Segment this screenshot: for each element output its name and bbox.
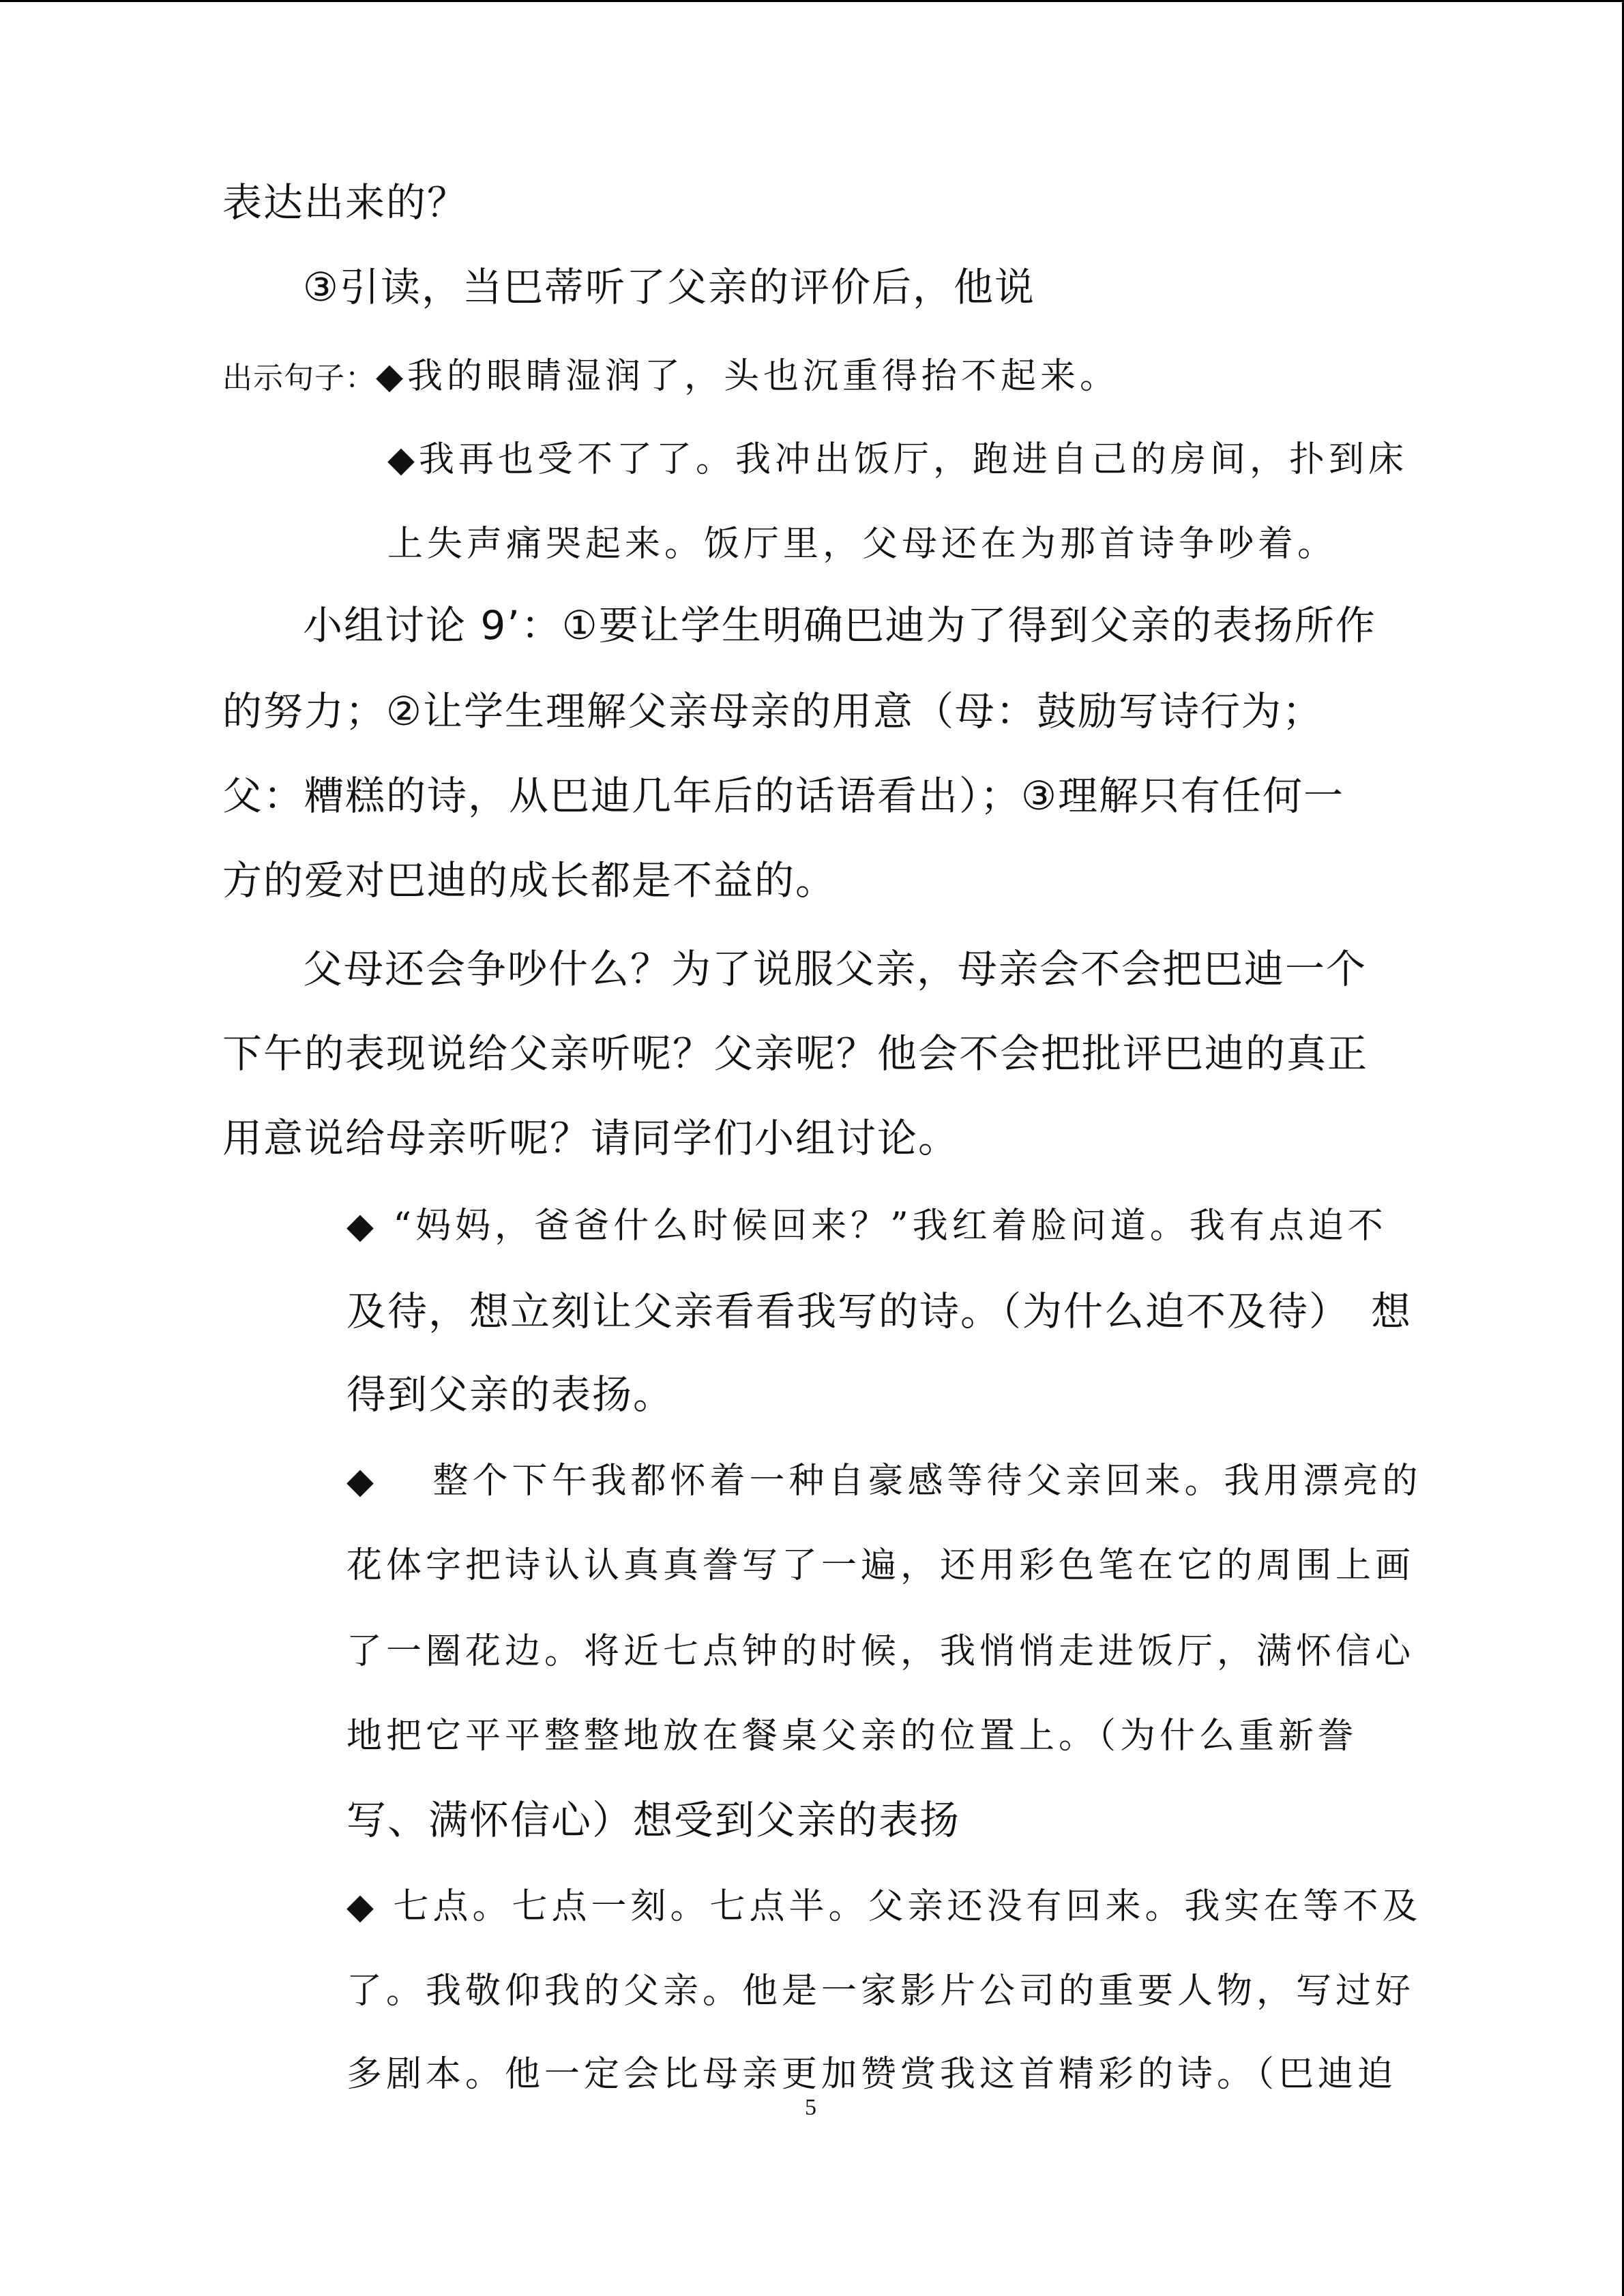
quote-line: 多剧本。他一定会比母亲更加赞赏我这首精彩的诗。（巴迪迫: [346, 2054, 1398, 2095]
text-line: 父：糟糕的诗，从巴迪几年后的话语看出）；③理解只有任何一: [222, 773, 1344, 819]
quote-line: ◆我的眼睛湿润了，头也沉重得抬不起来。: [376, 356, 1119, 397]
text-line: 得到父亲的表扬。: [346, 1371, 675, 1418]
page-number: 5: [805, 2095, 816, 2120]
quote-line: 花体字把诗认认真真誊写了一遍，还用彩色笔在它的周围上画: [346, 1545, 1415, 1586]
quote-line: 了。我敬仰我的父亲。他是一家影片公司的重要人物，写过好: [346, 1971, 1415, 2012]
text-line: 的努力；②让学生理解父亲母亲的用意（母：鼓励写诗行为；: [222, 688, 1323, 734]
text-line: 方的爱对巴迪的成长都是不益的。: [222, 857, 837, 904]
quote-line: ◆我再也受不了了。我冲出饭厅，跑进自己的房间，扑到床: [387, 439, 1408, 480]
text-line: 父母还会争吵什么？为了说服父亲，母亲会不会把巴迪一个: [303, 946, 1368, 992]
text-line: ③引读，当巴蒂听了父亲的评价后，他说: [303, 264, 1035, 310]
quote-line: ◆ “妈妈，爸爸什么时候回来？”我红着脸问道。我有点迫不: [346, 1206, 1387, 1247]
sentence-block: [222, 356, 1119, 397]
quote-line: 上失声痛哭起来。饭厅里，父母还在为那首诗争吵着。: [387, 524, 1338, 565]
text-line: 下午的表现说给父亲听呢？父亲呢？他会不会把批评巴迪的真正: [222, 1030, 1369, 1077]
text-line: 用意说给母亲听呢？请同学们小组讨论。: [222, 1115, 960, 1161]
quote-line: ◆ 整个下午我都怀着一种自豪感等待父亲回来。我用漂亮的: [346, 1461, 1422, 1502]
show-sentence-label: 出示句子：: [222, 361, 376, 396]
quote-line: 地把它平平整整地放在餐桌父亲的位置上。（为什么重新誊: [346, 1716, 1358, 1757]
text-line: 小组讨论 9’：①要让学生明确巴迪为了得到父亲的表扬所作: [303, 602, 1376, 648]
quote-line: ◆ 七点。七点一刻。七点半。父亲还没有回来。我实在等不及: [346, 1886, 1422, 1927]
text-line: 表达出来的？: [222, 179, 469, 226]
text-line: 写、满怀信心）想受到父亲的表扬: [346, 1797, 961, 1843]
quote-line: 了一圈花边。将近七点钟的时候，我悄悄走进饭厅，满怀信心: [346, 1631, 1415, 1672]
text-line: 及待，想立刻让父亲看看我写的诗。（为什么迫不及待） 想: [346, 1288, 1413, 1335]
